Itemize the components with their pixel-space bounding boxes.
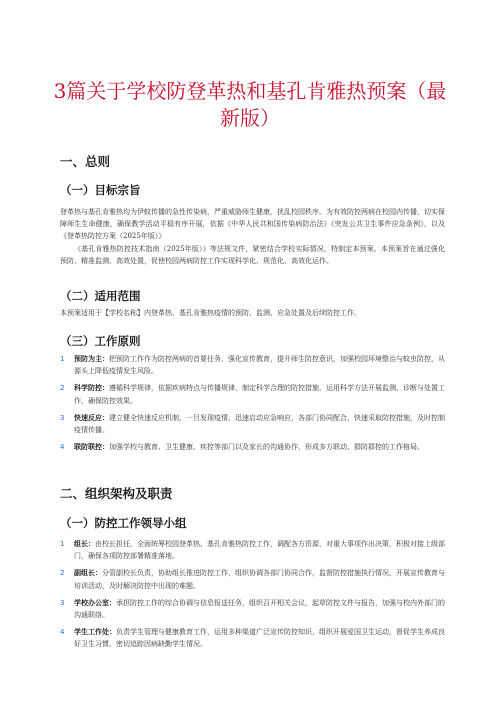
list-number: 2: [60, 569, 65, 578]
document-title: 3篇关于学校防登革热和基孔肯雅热预案（最新版）: [53, 79, 447, 130]
list-number: 4: [60, 628, 65, 637]
list-item: [60, 382, 445, 406]
list-number: 3: [60, 598, 65, 607]
list-number: 1: [60, 355, 65, 363]
list-item-lead: 科学防控：: [74, 383, 109, 393]
list-item-text: 遵循科学规律，依据疾病特点与传播规律，制定科学合理的防控措施，运用科学方法开展监测、诊断与处置工作，确保防控效果。: [74, 384, 445, 405]
list-item-text: 分管副校长负责，协助组长推进防控工作，组织协调各部门协同合作，监督防控措施执行情况，开展宣传教育与培训活动，及时解决防控中出现的难题。: [74, 569, 445, 590]
list-item-text: 加强学校与教育、卫生健康、疾控等部门以及家长的沟通协作，形成多方联动、群防群控的工作格局。: [109, 443, 424, 452]
list-item-lead: 联防联控：: [74, 442, 109, 452]
subsection-heading-goals: （一）目标宗旨: [60, 183, 141, 197]
list-item-text: 负责学生管理与健康教育工作，运用多种渠道广泛宣传防控知识，组织开展爱国卫生运动，督促学生养成良好卫生习惯，密切追踪因病缺勤学生情况。: [74, 628, 445, 649]
section-heading-organization: 二、组织架构及职责: [60, 486, 173, 501]
section-heading-general: 一、总则: [60, 154, 111, 169]
list-item: [60, 626, 445, 650]
list-item: [60, 567, 445, 591]
subsection-heading-principles: （三）工作原则: [60, 334, 141, 348]
list-item-lead: 学校办公室：: [74, 597, 116, 607]
list-number: 3: [60, 413, 65, 422]
list-item-text: 把预防工作作为防控两病的首要任务，强化宣传教育，提升师生防控意识，加强校园环境整治与蚊虫防控，从源头上降低疫情发生风险。: [74, 355, 445, 376]
list-item: [60, 597, 445, 621]
subsection-heading-leadership-group: （一）防控工作领导小组: [60, 516, 187, 530]
list-item-lead: 组长：: [74, 539, 95, 548]
list-item-lead: 学生工作处：: [74, 627, 116, 637]
list-number: 2: [60, 384, 65, 393]
list-item: [60, 353, 445, 377]
list-item-lead: 快速反应：: [74, 412, 109, 422]
list-number: 4: [60, 443, 65, 452]
paragraph-goals-1: 登革热与基孔肯雅热均为伊蚊传播的急性传染病，严重威胁师生健康，扰乱校园秩序。为有效防控两病在校园内传播，切实保障师生生命健康，确保教学活动平稳有序开展，依据《中华人民共和国传染病防治法》《突发公共卫生事件应急条例》，以及《登革热防控方案（2025年版）》: [60, 208, 445, 241]
list-item-text: 由校长担任，全面统筹校园登革热、基孔肯雅热防控工作，调配各方资源，对重大事项作出决策，积极对接上级部门，确保各项防控部署精准落地。: [74, 540, 445, 561]
list-item: [60, 441, 445, 453]
list-item-text: 承担防控工作的综合协调与信息报送任务，组织召开相关会议，起草防控文件与报告，加强与校内外部门的沟通联络。: [74, 598, 445, 620]
list-item-text: 建立健全快速反应机制，一旦发现疫情，迅速启动应急响应，各部门协同配合，快速采取防控措施，及时控制疫情传播。: [74, 413, 445, 435]
paragraph-goals-2: 《基孔肯雅热防控技术指南（2025年版）》等法规文件，紧密结合学校实际情况，特制定本预案。本预案旨在通过强化预防、精准监测、高效处置，促使校园两病防控工作实现科学化、规范化、高效化运作。: [60, 244, 445, 265]
list-number: 1: [60, 540, 65, 548]
principles-list: [60, 353, 445, 453]
list-item-lead: 预防为主：: [74, 354, 109, 363]
paragraph-scope: 本预案适用于【学校名称】内登革热、基孔肯雅热疫情的预防、监测、应急处置及后续防控工作。: [60, 309, 361, 317]
leadership-list: [60, 538, 445, 651]
list-item-lead: 副组长：: [74, 568, 102, 578]
list-item: [60, 412, 445, 436]
subsection-heading-scope: （二）适用范围: [60, 289, 141, 303]
list-item: [60, 538, 445, 562]
